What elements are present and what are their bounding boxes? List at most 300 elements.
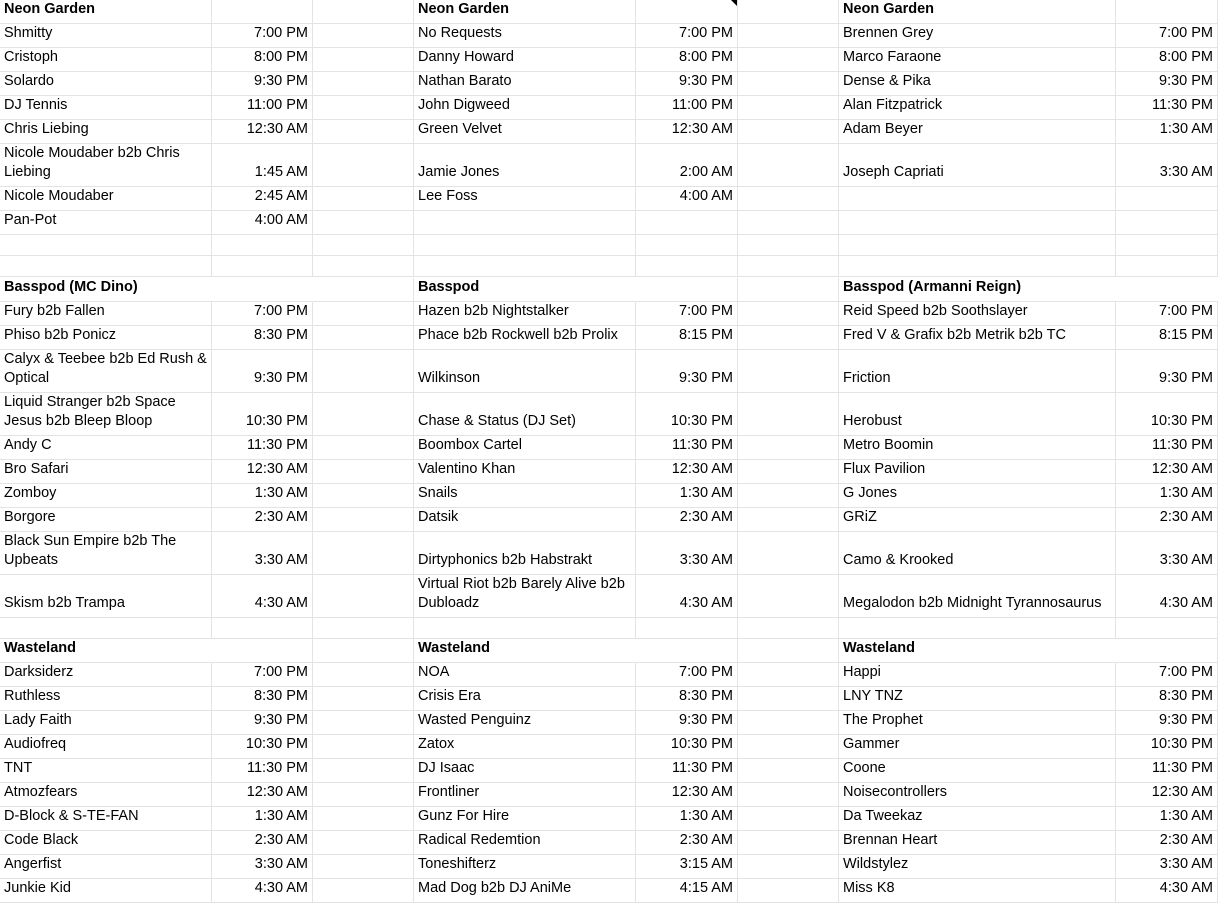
set-time-cell-text: 7:00 PM [1159,25,1213,41]
act-name-cell[interactable] [414,783,636,807]
set-time-cell[interactable] [212,575,313,618]
set-time-cell[interactable] [636,855,738,879]
set-time-cell[interactable] [1116,783,1218,807]
act-name-cell-text: Friction [843,370,891,386]
act-name-cell[interactable] [0,759,212,783]
act-name-cell[interactable] [839,484,1116,508]
empty-cell[interactable] [212,0,313,24]
spacer-cell[interactable] [313,96,414,120]
spacer-cell[interactable] [738,302,839,326]
spacer-cell[interactable] [738,783,839,807]
set-time-cell[interactable] [636,436,738,460]
set-time-cell[interactable] [1116,532,1218,575]
act-name-cell-text: TNT [4,760,33,776]
set-time-cell[interactable] [636,302,738,326]
act-name-cell[interactable] [839,460,1116,484]
spacer-cell[interactable] [313,211,414,235]
act-name-cell[interactable] [839,393,1116,436]
act-name-cell[interactable] [839,96,1116,120]
set-time-cell[interactable] [636,532,738,575]
spacer-cell[interactable] [313,831,414,855]
empty-cell[interactable] [636,278,738,302]
act-name-cell-text: The Prophet [843,712,923,728]
act-name-cell[interactable] [839,735,1116,759]
set-time-cell-text: 7:00 PM [679,25,733,41]
set-time-cell-text: 4:30 AM [254,595,308,611]
set-time-cell[interactable] [1116,735,1218,759]
act-name-cell[interactable] [0,508,212,532]
spacer-cell[interactable] [313,807,414,831]
set-time-cell[interactable] [212,532,313,575]
set-time-cell[interactable] [636,393,738,436]
set-time-cell[interactable] [636,350,738,393]
set-time-cell[interactable] [212,711,313,735]
set-time-cell-text: 4:00 AM [679,188,733,204]
set-time-cell[interactable] [212,350,313,393]
table-row [0,48,1218,72]
act-name-cell[interactable] [0,211,212,235]
set-time-cell[interactable] [636,831,738,855]
act-name-cell[interactable] [0,393,212,436]
empty-cell[interactable] [212,618,313,639]
set-time-cell[interactable] [1116,663,1218,687]
act-name-cell[interactable] [0,735,212,759]
act-name-cell-text: Green Velvet [418,121,502,137]
spacer-cell[interactable] [313,879,414,903]
spacer-cell[interactable] [738,278,839,302]
empty-cell[interactable] [0,256,212,277]
act-name-cell[interactable] [414,48,636,72]
act-name-cell[interactable] [839,350,1116,393]
set-time-cell[interactable] [212,759,313,783]
spacer-cell[interactable] [738,508,839,532]
set-time-cell[interactable] [212,508,313,532]
spacer-cell[interactable] [738,235,839,256]
set-time-cell[interactable] [1116,24,1218,48]
empty-cell[interactable] [1116,618,1218,639]
act-name-cell-text: Gammer [843,736,900,752]
table-row [0,302,1218,326]
stage-header[interactable] [839,278,1218,302]
spacer-cell[interactable] [738,687,839,711]
act-name-cell[interactable] [0,350,212,393]
set-time-cell[interactable] [212,72,313,96]
empty-cell[interactable] [839,187,1116,211]
spacer-cell[interactable] [313,687,414,711]
empty-cell[interactable] [212,235,313,256]
spacer-cell[interactable] [738,663,839,687]
set-time-cell[interactable] [636,72,738,96]
act-name-cell[interactable] [0,460,212,484]
act-name-cell[interactable] [0,687,212,711]
spacer-cell[interactable] [313,48,414,72]
spacer-cell[interactable] [313,436,414,460]
act-name-cell[interactable] [839,711,1116,735]
empty-cell[interactable] [636,0,738,24]
stage-header[interactable] [839,639,1116,663]
spacer-cell[interactable] [738,759,839,783]
spacer-cell[interactable] [738,639,839,663]
act-name-cell[interactable] [414,759,636,783]
spacer-cell[interactable] [313,72,414,96]
act-name-cell[interactable] [839,879,1116,903]
set-time-cell[interactable] [212,302,313,326]
stage-header[interactable] [0,0,212,24]
set-time-cell[interactable] [212,120,313,144]
stage-header-text: Neon Garden [4,1,96,17]
set-time-cell[interactable] [1116,72,1218,96]
set-time-cell[interactable] [1116,393,1218,436]
set-time-cell[interactable] [212,144,313,187]
stage-header[interactable] [414,0,636,24]
spacer-cell[interactable] [313,759,414,783]
empty-cell[interactable] [636,618,738,639]
set-time-cell[interactable] [212,831,313,855]
act-name-cell[interactable] [0,48,212,72]
spacer-cell[interactable] [738,144,839,187]
spacer-cell[interactable] [313,24,414,48]
empty-cell[interactable] [839,256,1116,277]
empty-cell[interactable] [1116,639,1218,663]
spacer-cell[interactable] [313,484,414,508]
act-name-cell[interactable] [839,687,1116,711]
empty-cell[interactable] [1116,187,1218,211]
set-time-cell-text: 4:30 AM [1159,880,1213,896]
set-time-cell[interactable] [636,484,738,508]
set-time-cell[interactable] [636,807,738,831]
set-time-cell[interactable] [636,187,738,211]
set-time-cell[interactable] [212,484,313,508]
stage-header[interactable] [839,0,1116,24]
set-time-cell[interactable] [636,326,738,350]
set-time-cell[interactable] [212,187,313,211]
set-time-cell[interactable] [636,783,738,807]
set-time-cell[interactable] [212,436,313,460]
act-name-cell[interactable] [414,532,636,575]
spacer-cell[interactable] [738,326,839,350]
empty-cell[interactable] [839,211,1116,235]
act-name-cell[interactable] [414,393,636,436]
act-name-cell[interactable] [414,807,636,831]
act-name-cell[interactable] [0,807,212,831]
spacer-cell[interactable] [738,211,839,235]
set-time-cell[interactable] [1116,302,1218,326]
act-name-cell[interactable] [0,831,212,855]
spacer-cell[interactable] [738,855,839,879]
act-name-cell[interactable] [839,663,1116,687]
act-name-cell[interactable] [414,735,636,759]
empty-cell[interactable] [839,618,1116,639]
act-name-cell[interactable] [0,72,212,96]
set-time-cell[interactable] [212,879,313,903]
act-name-cell[interactable] [839,72,1116,96]
set-time-cell[interactable] [1116,711,1218,735]
set-time-cell-text: 8:30 PM [254,327,308,343]
act-name-cell[interactable] [0,532,212,575]
spacer-cell[interactable] [313,144,414,187]
stage-header[interactable] [0,278,313,302]
set-time-cell[interactable] [636,24,738,48]
spacer-cell[interactable] [313,302,414,326]
empty-cell[interactable] [414,211,636,235]
spacer-cell[interactable] [738,879,839,903]
set-time-cell[interactable] [636,759,738,783]
act-name-cell[interactable] [414,326,636,350]
spacer-cell[interactable] [313,508,414,532]
stage-header[interactable] [414,278,636,302]
empty-cell[interactable] [636,639,738,663]
empty-cell[interactable] [1116,0,1218,24]
set-time-cell[interactable] [1116,855,1218,879]
spacer-cell[interactable] [738,24,839,48]
act-name-cell[interactable] [0,326,212,350]
spacer-cell[interactable] [738,460,839,484]
act-name-cell[interactable] [0,436,212,460]
set-time-cell[interactable] [1116,575,1218,618]
act-name-cell[interactable] [0,575,212,618]
set-time-cell[interactable] [1116,144,1218,187]
spacer-cell[interactable] [738,575,839,618]
set-time-cell[interactable] [1116,350,1218,393]
stage-header[interactable] [414,639,636,663]
set-time-cell-text: 2:30 AM [679,509,733,525]
set-time-cell[interactable] [212,807,313,831]
spacer-cell[interactable] [313,326,414,350]
act-name-cell[interactable] [414,302,636,326]
spacer-cell[interactable] [313,783,414,807]
stage-header[interactable] [0,639,212,663]
set-time-cell[interactable] [1116,436,1218,460]
act-name-cell[interactable] [0,96,212,120]
stage-header-text: Basspod (MC Dino) [4,279,138,295]
spacer-cell[interactable] [313,278,414,302]
act-name-cell-text: Fred V & Grafix b2b Metrik b2b TC [843,327,1066,343]
act-name-cell[interactable] [839,302,1116,326]
spacer-cell[interactable] [738,831,839,855]
act-name-cell[interactable] [0,711,212,735]
set-time-cell[interactable] [212,663,313,687]
set-time-cell[interactable] [636,144,738,187]
set-time-cell[interactable] [1116,460,1218,484]
empty-cell[interactable] [212,256,313,277]
act-name-cell[interactable] [414,24,636,48]
empty-cell[interactable] [1116,235,1218,256]
act-name-cell[interactable] [414,96,636,120]
act-name-cell-text: Black Sun Empire b2b The Upbeats [4,533,177,568]
spacer-cell[interactable] [738,436,839,460]
set-time-cell[interactable] [636,663,738,687]
act-name-cell[interactable] [414,120,636,144]
act-name-cell[interactable] [839,532,1116,575]
spacer-cell[interactable] [313,618,414,639]
empty-cell[interactable] [414,256,636,277]
act-name-cell[interactable] [0,120,212,144]
act-name-cell[interactable] [839,508,1116,532]
set-time-cell[interactable] [1116,96,1218,120]
set-time-cell[interactable] [1116,484,1218,508]
table-row [0,663,1218,687]
act-name-cell[interactable] [0,783,212,807]
empty-cell[interactable] [839,235,1116,256]
set-time-cell[interactable] [212,687,313,711]
act-name-cell-text: Cristoph [4,49,58,65]
act-name-cell[interactable] [839,48,1116,72]
spacer-cell[interactable] [738,735,839,759]
act-name-cell[interactable] [839,807,1116,831]
spacer-cell[interactable] [738,711,839,735]
act-name-cell[interactable] [839,120,1116,144]
act-name-cell[interactable] [839,831,1116,855]
set-time-cell[interactable] [212,326,313,350]
set-time-cell[interactable] [1116,687,1218,711]
spacer-cell[interactable] [313,735,414,759]
act-name-cell[interactable] [414,663,636,687]
empty-cell[interactable] [0,235,212,256]
act-name-cell-text: Metro Boomin [843,437,934,453]
empty-cell[interactable] [1116,211,1218,235]
act-name-cell[interactable] [0,302,212,326]
act-name-cell[interactable] [0,855,212,879]
act-name-cell-text: Marco Faraone [843,49,942,65]
act-name-cell[interactable] [414,687,636,711]
set-time-cell[interactable] [1116,508,1218,532]
spacer-cell[interactable] [313,393,414,436]
set-time-cell[interactable] [212,783,313,807]
set-time-cell[interactable] [636,120,738,144]
spacer-cell[interactable] [313,235,414,256]
spacer-cell[interactable] [313,350,414,393]
empty-cell[interactable] [0,618,212,639]
spacer-cell[interactable] [738,807,839,831]
spacer-cell[interactable] [738,187,839,211]
spacer-cell[interactable] [313,532,414,575]
act-name-cell[interactable] [839,144,1116,187]
spacer-cell[interactable] [738,484,839,508]
set-time-cell[interactable] [1116,120,1218,144]
act-name-cell[interactable] [0,144,212,187]
set-time-cell[interactable] [636,879,738,903]
spacer-cell[interactable] [313,187,414,211]
act-name-cell[interactable] [0,484,212,508]
act-name-cell-text: Jamie Jones [418,164,500,180]
spacer-cell[interactable] [313,575,414,618]
act-name-cell[interactable] [839,783,1116,807]
empty-cell[interactable] [414,235,636,256]
empty-cell[interactable] [1116,256,1218,277]
spacer-cell[interactable] [313,0,414,24]
act-name-cell[interactable] [414,144,636,187]
spacer-cell[interactable] [313,711,414,735]
act-name-cell[interactable] [414,350,636,393]
set-time-cell[interactable] [212,460,313,484]
spacer-cell[interactable] [738,350,839,393]
act-name-cell[interactable] [414,436,636,460]
act-name-cell[interactable] [414,855,636,879]
set-time-cell-text: 2:00 AM [679,164,733,180]
set-time-cell-text: 2:30 AM [254,509,308,525]
empty-cell[interactable] [212,639,313,663]
set-time-cell[interactable] [636,711,738,735]
empty-cell[interactable] [636,235,738,256]
set-time-cell[interactable] [636,48,738,72]
set-time-cell[interactable] [636,508,738,532]
act-name-cell[interactable] [414,460,636,484]
act-name-cell[interactable] [414,508,636,532]
spacer-cell[interactable] [738,256,839,277]
spacer-cell[interactable] [738,120,839,144]
set-time-cell[interactable] [636,687,738,711]
spacer-cell[interactable] [738,618,839,639]
set-time-cell[interactable] [212,48,313,72]
set-time-cell[interactable] [1116,807,1218,831]
act-name-cell-text: Herobust [843,413,902,429]
act-name-cell[interactable] [414,831,636,855]
set-time-cell[interactable] [636,96,738,120]
act-name-cell[interactable] [414,711,636,735]
spacer-cell[interactable] [313,256,414,277]
set-time-cell-text: 7:00 PM [1159,664,1213,680]
empty-cell[interactable] [636,256,738,277]
set-time-cell[interactable] [1116,831,1218,855]
act-name-cell[interactable] [414,879,636,903]
act-name-cell[interactable] [0,24,212,48]
spacer-cell[interactable] [738,96,839,120]
spacer-cell[interactable] [313,120,414,144]
set-time-cell[interactable] [212,96,313,120]
act-name-cell[interactable] [0,663,212,687]
act-name-cell[interactable] [414,484,636,508]
set-time-cell[interactable] [636,460,738,484]
set-time-cell[interactable] [212,855,313,879]
act-name-cell[interactable] [839,855,1116,879]
act-name-cell[interactable] [0,187,212,211]
empty-cell[interactable] [414,618,636,639]
set-time-cell[interactable] [636,575,738,618]
set-time-cell[interactable] [212,393,313,436]
empty-cell[interactable] [636,211,738,235]
act-name-cell[interactable] [839,575,1116,618]
spacer-cell[interactable] [738,48,839,72]
spacer-cell[interactable] [313,855,414,879]
set-time-cell[interactable] [636,735,738,759]
act-name-cell-text: Fury b2b Fallen [4,303,105,319]
spacer-cell[interactable] [313,639,414,663]
act-name-cell[interactable] [414,575,636,618]
set-time-cell[interactable] [1116,879,1218,903]
act-name-cell[interactable] [414,187,636,211]
act-name-cell-text: Hazen b2b Nightstalker [418,303,569,319]
set-time-cell[interactable] [1116,759,1218,783]
spacer-cell[interactable] [738,0,839,24]
act-name-cell-text: Nicole Moudaber b2b Chris Liebing [4,145,180,180]
spacer-cell[interactable] [738,532,839,575]
spacer-cell[interactable] [738,393,839,436]
spacer-cell[interactable] [313,460,414,484]
act-name-cell[interactable] [414,72,636,96]
set-time-cell[interactable] [212,735,313,759]
act-name-cell[interactable] [839,759,1116,783]
spacer-cell[interactable] [313,663,414,687]
act-name-cell[interactable] [0,879,212,903]
act-name-cell[interactable] [839,326,1116,350]
act-name-cell[interactable] [839,436,1116,460]
spacer-cell[interactable] [738,72,839,96]
act-name-cell[interactable] [839,24,1116,48]
set-time-cell[interactable] [1116,48,1218,72]
set-time-cell[interactable] [212,24,313,48]
set-time-cell[interactable] [212,211,313,235]
set-time-cell[interactable] [1116,326,1218,350]
